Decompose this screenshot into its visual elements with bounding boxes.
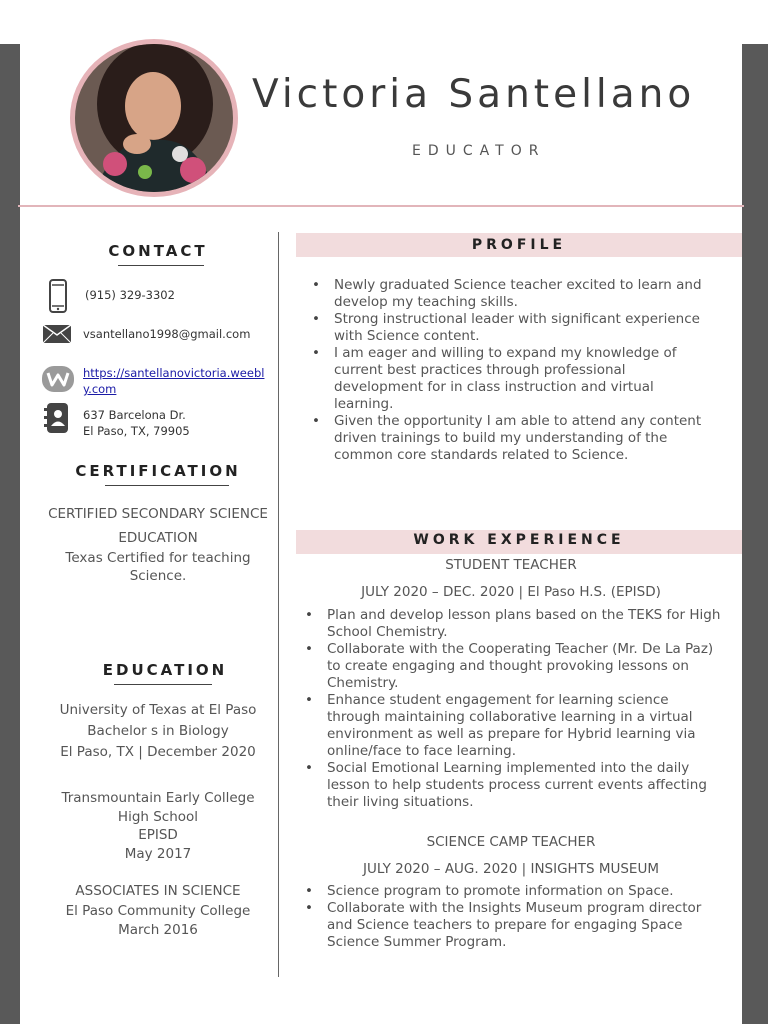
education-school: University of Texas at El Paso	[59, 702, 257, 718]
certification-line3: Texas Certified for teaching	[65, 550, 251, 566]
profile-bullet: • Newly graduated Science teacher excited to learn and develop my teaching skills.	[308, 277, 708, 311]
education-district: EPISD	[138, 827, 178, 843]
education-school: Transmountain Early College	[61, 790, 255, 806]
education-heading: EDUCATION	[102, 661, 228, 679]
profile-list	[308, 277, 708, 464]
contact-email: vsantellano1998@gmail.com	[83, 327, 251, 341]
education-underline	[114, 684, 212, 685]
education-school-type: High School	[117, 808, 199, 825]
website-link-line1: https://santellanovictoria.weebl	[83, 366, 265, 380]
certification-detail	[30, 549, 286, 585]
job-bullet: • Collaborate with the Insights Museum program director and Science teachers to prepare for engaging Space Science Summer Program.	[301, 900, 721, 951]
job-title-science-camp: SCIENCE CAMP TEACHER	[426, 834, 596, 850]
envelope-icon	[43, 325, 71, 343]
certification-line2: EDUCATION	[118, 530, 198, 546]
phone-icon	[48, 279, 68, 313]
job-bullet: • Enhance student engagement for learning science through maintaining collaborative learning in a virtual environment as well as prepare for Hybrid learning via online/face to face learning.	[301, 692, 721, 760]
education-degree: Bachelor s in Biology	[87, 723, 229, 739]
education-date: March 2016	[118, 922, 198, 938]
job-title-student-teacher: STUDENT TEACHER	[445, 557, 577, 573]
education-location-date: El Paso, TX | December 2020	[60, 744, 256, 760]
left-page-border	[0, 44, 20, 1024]
education-entry-associates	[28, 882, 288, 941]
profile-photo	[70, 39, 238, 197]
contact-phone: (915) 329-3302	[85, 288, 175, 302]
certification-line4: Science.	[129, 568, 187, 584]
education-degree: ASSOCIATES IN SCIENCE	[75, 883, 241, 899]
job-bullet: • Social Emotional Learning implemented into the daily lesson to help students process current events affecting their living situations.	[301, 760, 721, 811]
certification-heading: CERTIFICATION	[75, 462, 241, 480]
address-book-icon	[44, 403, 70, 433]
certification-name	[30, 502, 286, 550]
contact-heading: CONTACT	[108, 242, 208, 260]
education-entry-highschool	[28, 789, 288, 863]
weebly-icon	[42, 366, 74, 392]
address-line1: 637 Barcelona Dr.	[83, 408, 186, 422]
job-bullets-science-camp	[301, 883, 721, 951]
profile-photo-illustration	[75, 44, 233, 192]
header-divider	[18, 205, 744, 207]
education-school: El Paso Community College	[65, 902, 251, 919]
candidate-name: Victoria Santellano	[252, 72, 696, 117]
job-bullets-student-teacher	[301, 607, 721, 811]
profile-bullet: • I am eager and willing to expand my knowledge of current best practices through professional development for in class instruction and virtual learning.	[308, 345, 708, 413]
job-bullet: • Plan and develop lesson plans based on the TEKS for High School Chemistry.	[301, 607, 721, 641]
profile-heading: PROFILE	[471, 237, 567, 253]
candidate-role: EDUCATOR	[412, 143, 546, 159]
certification-line1: CERTIFIED SECONDARY SCIENCE	[48, 506, 268, 522]
education-entry-utep	[28, 700, 288, 763]
right-page-border	[742, 44, 768, 1024]
contact-underline	[118, 265, 204, 266]
website-link[interactable]	[83, 365, 264, 397]
work-heading: WORK EXPERIENCE	[413, 532, 625, 548]
column-divider	[278, 232, 279, 977]
address-line2: El Paso, TX, 79905	[83, 424, 190, 438]
top-margin	[0, 0, 768, 44]
contact-address	[83, 407, 190, 439]
website-link-line2: y.com	[83, 382, 117, 396]
job-dates-science-camp: JULY 2020 – AUG. 2020 | INSIGHTS MUSEUM	[363, 861, 659, 877]
job-dates-student-teacher: JULY 2020 – DEC. 2020 | El Paso H.S. (EPISD)	[361, 584, 661, 600]
job-bullet: • Collaborate with the Cooperating Teacher (Mr. De La Paz) to create engaging and thought provoking lessons on Chemistry.	[301, 641, 721, 692]
certification-underline	[105, 485, 229, 486]
profile-bullet: • Given the opportunity I am able to attend any content driven trainings to build my understanding of the common core standards related to Science.	[308, 413, 708, 464]
profile-bullet: • Strong instructional leader with significant experience with Science content.	[308, 311, 708, 345]
education-date: May 2017	[124, 845, 192, 862]
job-bullet: • Science program to promote information on Space.	[301, 883, 721, 900]
